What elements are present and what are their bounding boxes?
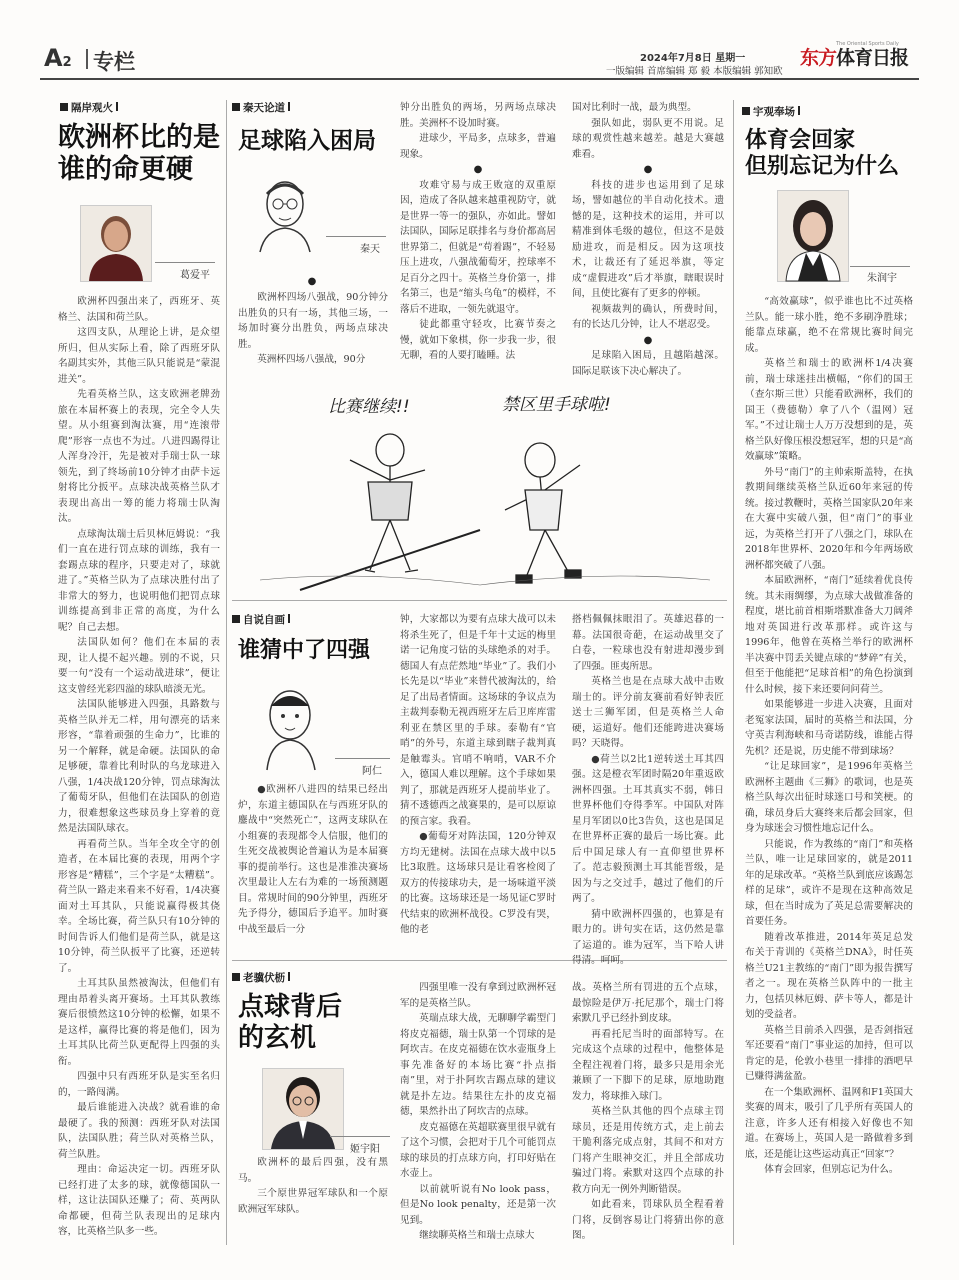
paragraph: 欧洲杯四强出来了，西班牙、英格兰、法国和荷兰队。 [58,296,220,323]
article-body [58,294,220,1244]
paragraph: 这四支队，从理论上讲，是众望所归，但从实际上看，除了西班牙队名副其实外，其他三队只能说是“蒙混进关”。 [58,327,220,385]
section-divider [86,49,88,69]
paragraph: ●欧洲杯八进四的结果已经出炉，东道主德国队在与西班牙队的鏖战中“突然死亡”，这两支球队在小组赛的表现都令人信服，他们的生死交战被舆论普遍认为是本届赛事的提前举行。这也是准淮决赛场次里最让人左右为难的一场预测题目。常规时间的90分钟里，西班牙先予得分，德国后予追平。加时赛中战至最后一分 [238,784,388,935]
paragraph: 先看英格兰队，这支欧洲老牌劲旅在本届杯赛上的表现，完全令人失望。从小组赛到淘汰赛，用“连滚带爬”形容一点也不为过。八进四踢得让人浑身冷汗，先是被对手瑞士队一球领先，到了终场前10分钟才由萨卡远射将比分扳平。点球决战英格兰队才表现出高出一筹的能力将瑞士队淘汰。 [58,389,220,524]
column-tag: 老骥伏枥 [232,970,290,985]
paragraph: 再看托尼当时的面部特写。在完成这个点球的过程中，他整体是全程注视着门将，最多只是用余光兼顾了一下脚下的足球，原地助跑发力，将球推入球门。 [572,1028,724,1102]
byline: 朱润宇 [867,273,897,284]
byline: 阿仁 [362,766,382,777]
newspaper-logo [800,43,908,70]
article-body [400,980,556,1244]
paragraph: 以前就听说有No look pass，但是No look penalty，还是第一次见到。 [400,1183,556,1226]
column-separator [226,100,227,1245]
paragraph: 国对比利时一战，最为典型。 [572,102,697,113]
byline: 秦天 [360,244,380,255]
paragraph: 四强里唯一没有拿到过欧洲杯冠军的是英格兰队。 [400,982,556,1009]
paragraph: 在一个集欧洲杯、温网和F1英国大奖赛的周末，吸引了几乎所有英国人的注意，许多人还有相接入好像也不知道。在赛场上，英国人是一路做着多到底，还是能让这些运动真正“回家”？ [745,1086,913,1160]
column-tag: 宇观奉场 [742,104,800,119]
headline-line-2: 的玄机 [238,1023,317,1054]
headline [238,992,398,1054]
headline-line-1: 体育会回家 [745,128,856,153]
paragraph: 足球陷入困局，且越陷越深。国际足联该下决心解决了。 [572,350,724,377]
paragraph: 欧洲杯四场八强战，90分钟分出胜负的只有一场，其他三场，一场加时赛分出胜负，两场点球决胜。 [238,292,388,350]
paragraph: ●荷兰以2比1逆转送土耳其四强。这是橙衣军团时隔20年重返欧洲杯四强。土耳其真实不弱，韩日世界杯他们夺得季军。中国队对阵星月军团以0比3告负，这也是国足在世界杯正赛的最后一场比赛。此后中国足球人有一直仰望世界杯了。范志毅预测土耳其能晋级，是因为与之交过手，越过了他们的斤两了。 [572,753,724,904]
paragraph: 四强中只有西班牙队是实至名归的，一路闯满。 [58,1071,220,1098]
column-tag: 秦天论道 [232,100,290,115]
byline-rule [335,758,390,759]
paragraph: 最后谁能进入决战？就看谁的命最硬了。我的预测：西班牙队对法国队，法国队胜；荷兰队对英格兰队，荷兰队胜。 [58,1102,220,1160]
editors-line: 一版编辑 首席编辑 郑 毅 本版编辑 郭知欧 [606,66,783,77]
paragraph: 法国队能够进入四强，具路数与英格兰队并无二样，用句漂亮的话来形容，“靠着顽强的生命力”，比谁的另一个解释，就是命硬。法国队的命足够硬，靠着比利时队的乌龙球进入八强，1/4决战120分钟，罚点球淘汰了葡萄牙队，但他们在法国队的创造力，很难想象这些球员身上穿着的竟然是法国队球衣。 [58,699,220,834]
column-tag: 自说自画 [232,612,290,627]
paragraph: 英格兰队其他的四个点球主罚球员，还是用传统方式，走上前去干脆利落完成点射，其间不和对方门将产生眼神交汇，并且全部成功骗过门将。索默对这四个点球的扑救方向无一例外判断错误。 [572,1106,724,1195]
page-number [44,44,72,72]
headline-line-1: 点球背后 [238,992,343,1022]
paragraph: 点球淘汰瑞士后贝林厄姆说：“我们一直在进行罚点球的训练，我有一套踢点球的程序，只要走对了，球就进了。”英格兰队为了点球决胜付出了非常大的努力，也说明他们把罚点球训练提高到非正常的高度，为什么呢？自己去想。 [58,528,220,633]
article-body [572,100,724,375]
paragraph: 徒此都重守轻攻，比赛节奏之慢，就如下象棋，你一步我一步，很无聊，看的人要打瞌睡。法 [400,319,556,361]
cartoon-caption-right: 禁区里手球啦! [502,395,611,415]
issue-date: 2024年7月8日 星期一 [640,53,746,64]
byline-rule [850,266,910,267]
logo-english: The Oriental Sports Daily [836,41,899,47]
author-portrait [777,190,849,282]
article-body [572,980,724,1244]
section-bullet: ● [643,164,653,175]
paragraph: 三个原世界冠军球队和一个原欧洲冠军球队。 [238,1188,388,1215]
paragraph: 视频裁判的确认，所费时间，有的长达几分钟，让人不堪忍受。 [572,303,724,330]
paragraph: 外号“南门”的主帅索斯盖特，在执教期间继续英格兰队近60年来冠的传统。接过教鞭时，英格兰国家队20年来在大赛中实破八强，但“南门”的事业远，为英格兰打开了八强之门，球队在2018年世界杯、2020年和今年两场欧洲杯都突破了八强。 [745,466,913,571]
column-tag: 隔岸观火 [60,100,118,115]
masthead-rule [40,78,919,80]
paragraph: 英格兰也是在点球大战中击败瑞士的。评分前友赛前看好钟表匠送士三狮军团，但是英格兰人命硬，运道好。他们还能跨进决赛场吗？天晓得。 [572,676,724,749]
headline-line-2: 但别忘记为什么 [745,154,900,180]
article-body [238,782,388,954]
byline: 姬宇阳 [350,1144,380,1155]
paragraph: “高效赢球”，似乎谁也比不过英格兰队。能一球小胜，绝不多刷净胜球；能靠点球赢，绝不在常规比赛时间完成。 [745,296,913,354]
paragraph: 英洲杯四场八强战，90分 [257,354,366,365]
section-bullet: ● [473,164,483,175]
page-num: 2 [62,55,72,70]
author-sketch [250,172,320,252]
cartoon-illustration [240,380,726,592]
paragraph: 理由：命运决定一切。西班牙队已经打进了太多的球，就像德国队一样，这让法国队还赚了；荷、英两队命都硬，但荷兰队表现出的足球内容，比英格兰队多一些。 [58,1164,220,1237]
paragraph: 随着改革推进，2014年英足总发布关于青训的《英格兰DNA》，时任英格兰U21主教练的“南门”即为报告撰写者之一。现在英格兰队阵中的一批主力，包括贝林厄姆、萨卡等人，都是计划的受益者。 [745,931,913,1020]
article-body [400,612,556,954]
author-portrait [80,205,152,282]
paragraph: 皮克福德在英超联赛里很早就有了这个习惯，会把对于几个可能罚点球的球员的打点球方向，打印好贴在水壶上。 [400,1121,556,1179]
cartoon-caption-left: 比赛继续!! [328,397,410,417]
paragraph: 土耳其队虽然被淘汰，但他们有理由昂着头离开赛场。土耳其队教练赛后很愤然这10分钟的松懈，如果不是这样，赢得比赛的将是他们，因为土耳其队比荷兰队更配得上四强的头衔。 [58,978,220,1067]
paragraph: 攻难守易与成王败寇的双重原因，造成了各队越来越重视防守，就是世界一等一的强队，亦如此。譬如法国队，国际足联排名与身价都高居世界第二，但就是“苟着踢”，不轻易压上进攻，八强战葡萄牙，控球率不足百分之四十。英格兰身价第一，排名第三，也是“缩头乌龟”的模样，不落后不进取，一领先就退守。 [400,179,556,315]
article-body [238,290,388,370]
byline-rule [330,1136,390,1137]
section-separator [232,600,727,601]
logo-red-text: 东方 [800,47,837,69]
paragraph: 再看荷兰队。当年全攻全守的创造者，在本届比赛的表现，用两个字形容是“糟糕”，三个字是“太糟糕”。荷兰队一路走来看来不好看，1/4决赛面对土耳其队，只能说赢得极其侥幸。全场比赛，荷兰队只有10分钟的时间告诉人们他们是荷兰队，就是这10分钟，荷兰队扳平了比赛，还逆转了。 [58,838,220,974]
column-separator [733,100,734,1245]
paragraph: 强队如此，弱队更不用说。足球的观赏性越来越差。越是大赛越难看。 [572,117,724,160]
headline [745,128,915,181]
paragraph: “让足球回家”，是1996年英格兰欧洲杯主题曲《三狮》的歌词，也是英格兰队每次出征时球迷口号和笑梗。的确，球员身后大赛终来后都会回家，但身为球迷会习惯性地忘记什么。 [745,761,913,834]
headline-line-2: 谁的命更硬 [58,154,193,186]
paragraph: 英瑞点球大战，无聊聊学霸型门将皮克福德，瑞士队第一个罚球的是阿坎吉。在皮克福德在饮水壶瓶身上事先准备好的本场比赛“扑点指南”里，对于扑阿坎吉踢点球的建议就是扑左边。结果往左扑的皮克福德，果然扑出了阿坎吉的点球。 [400,1013,556,1117]
paragraph: 欧洲杯的最后四强，没有黑马。 [238,1157,388,1184]
article-body [572,612,724,966]
paragraph: 搭档佩佩抹眼泪了。英雄迟暮的一幕。法国很奇葩，在运动战里交了白卷，一粒球也没有射进却漫步到了四强。匪夷所思。 [572,614,724,672]
author-portrait [262,1068,344,1150]
article-body [400,100,556,375]
logo-black-text: 体育日报 [836,47,909,69]
headline: 足球陷入困局 [238,128,376,154]
paragraph: 只能说，作为教练的“南门”和英格兰队，唯一让足球回家的，就是2011年的足球改革。“英格兰队到底应该踢怎样的足球”，或许不是现在这种高效足球，但在当时成为了英足总需要解决的首要任务。 [745,838,913,927]
paragraph: 体育会回家，但别忘记为什么。 [764,1164,899,1175]
paragraph: 继续聊英格兰和瑞士点球大 [419,1230,535,1241]
article-body [745,294,913,1244]
headline: 谁猜中了四强 [238,638,371,663]
paragraph: 如果能够进一步进入决赛，且面对老冤家法国，届时的英格兰和法国，分守英吉利海峡和马奇诺防线，谁能占得先机？还是说，历史能不带到球场？ [745,699,913,757]
paragraph: 英格兰和瑞士的欧洲杯1/4决赛前，瑞士球迷挂出横幅，“你们的国王（查尔斯三世）只能看欧洲杯，我们的国王（费德勒）拿了八个（温网）冠军。”不过让瑞士人万万没想到的是，英格兰队好像压根没想冠军，想的只是“高效赢球”策略。 [745,358,913,462]
paragraph: 猜中欧洲杯四强的，也算是有眼力的。讲句实在话，这仍然是靠了运道的。谁为冠军，当下哈人讲得清。呵呵。 [572,908,724,966]
paragraph: 科技的进步也运用到了足球场，譬如越位的半自动化技术。遗憾的是，这种技术的运用，并可以精准到体毛级的越位，但这不是鼓励进攻，而是相反。因为这项技术，让裁还有了延迟举旗，等定成“虚假进攻”后才举旗，瞎眼误时间，且使比赛有了更多的停顿。 [572,179,724,299]
paragraph: 如此看来，罚球队员全程看着门将，反倒容易让门将猜出你的意图。 [572,1199,724,1241]
paragraph: 钟，大家都以为要有点球大战可以未将杀生死了，但是千年十丈远的梅里诺一记角度刁钻的头球绝杀的对手。德国人有点茫然地“毕业”了。我们小长先是以“毕业”来替代被淘汰的，给足了出局者情面。这场球的争议点为主裁判泰勒无视西班牙左后卫库库雷利亚在禁区里的手球。泰勒有“官哨”的外号，东道主球到瞎子裁判真是触霉头。官哨不响哨，VAR不介入，德国人难以理解。这个手球如果判了，那就是西班牙人提前毕业了。猜不透德西之战赛果的，是可以原谅的预言家。我看。 [400,614,556,827]
paragraph: 进球少，平局多，点球多，普遍现象。 [400,133,556,160]
section-title: 专栏 [93,50,135,74]
paragraph: 钟分出胜负的两场，另两场点球决胜。美洲杯不设加时赛。 [400,102,556,129]
headline-line-1: 欧洲杯比的是 [58,122,220,153]
section-bullet: ● [307,276,317,287]
byline: 葛爱平 [180,270,210,281]
author-sketch [255,680,330,770]
byline-rule [155,262,215,263]
paragraph: 法国队如何？他们在本届的表现，让人提不起兴趣。别的不说，只要一句“没有一个运动战进球”，便让这支曾经光彩四溢的球队暗淡无光。 [58,637,220,695]
headline [58,122,223,187]
section-bullet: ● [643,334,653,346]
article-body [238,1155,388,1245]
page-letter: A [44,44,63,72]
byline-rule [326,236,386,237]
paragraph: 本届欧洲杯，“南门”延续着优良传统。其未雨绸缪，为点球大战做准备的程度，堪比前首相斯塔默准备大刀阔斧地对英国进行改革那样。或许这与1996年，他曾在英格兰举行的欧洲杯半决赛中罚丢关键点球的“梦碎”有关，但至于他能把“足球首相”的角色扮演到什么时候，接下来还要问问荷兰。 [745,575,913,695]
paragraph: ●葡萄牙对阵法国，120分钟双方均无建树。法国在点球大战中以5比3取胜。这场球只是让看客检阅了双方的传接球功夫，是一场味道平淡的比赛。这场球还是一场见证C罗时代结束的欧洲杯战役。C罗没有哭，他的老 [400,831,556,935]
paragraph: 战。英格兰所有罚进的五个点球，最惊险是伊万·托尼那个，瑞士门将索默几乎已经扑到皮球。 [572,982,724,1024]
paragraph: 英格兰目前杀入四强，是否剑指冠军还要看“南门”事业运的加持，但可以肯定的是，伦敦小巷里一排排的酒吧早已赚得满盆盈。 [745,1024,913,1082]
